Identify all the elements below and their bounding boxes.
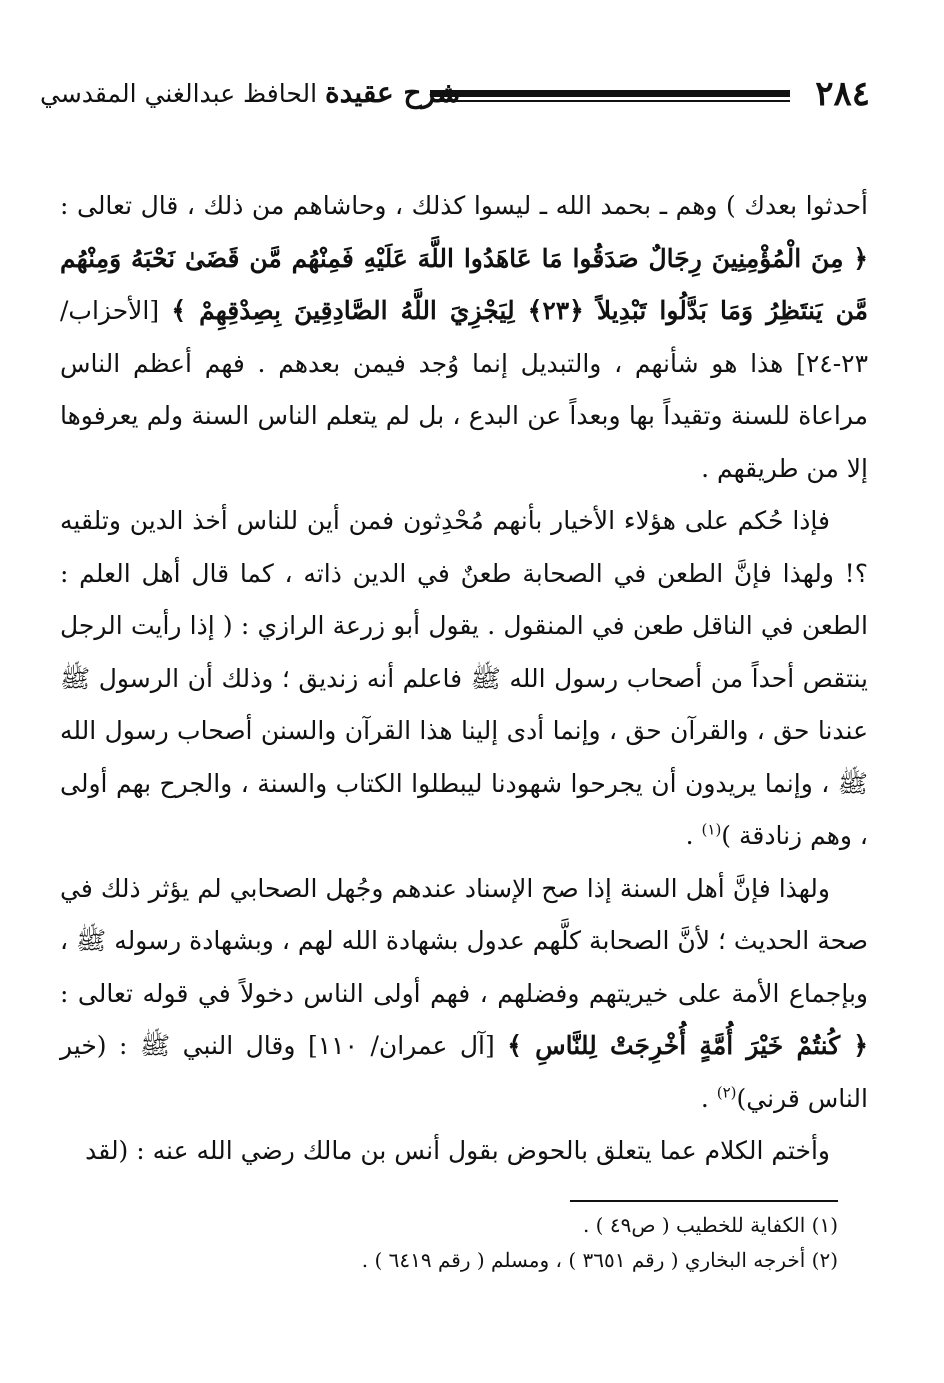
paragraph-4 xyxy=(60,1125,868,1178)
paragraph-1-text-a: أحدثوا بعدك ) وهم ـ بحمد الله ـ ليسوا كذلك ، وحاشاهم من ذلك ، قال تعالى : xyxy=(60,191,868,220)
book-title-bold: شرح عقيدة xyxy=(325,76,461,109)
header-rule-thick xyxy=(430,90,790,97)
paragraph-3-text-a: ولهذا فإنَّ أهل السنة إذا صح الإسناد عندهم وجُهل الصحابي لم يؤثر ذلك في صحة الحديث ؛ لأنَّ الصحابة كلَّهم عدول بشهادة الله لهم ، وبشهادة رسوله ﷺ ، وبإجماع الأمة على خيريتهم وفضلهم ، فهم أولى الناس دخولاً في قوله تعالى : xyxy=(60,873,868,1008)
page-number: ٢٨٤ xyxy=(815,74,870,114)
book-title xyxy=(40,76,460,109)
paragraph-4-text: وأختم الكلام عما يتعلق بالحوض بقول أنس بن مالك رضي الله عنه : (لقد xyxy=(85,1136,830,1165)
paragraph-1-text-b: [الأحزاب/ ٢٣-٢٤] هذا هو شأنهم ، والتبديل إنما وُجد فيمن بعدهم . فهم أعظم الناس مراعاة للسنة وتقيداً بها وبعداً عن البدع ، بل لم يتعلم الناس السنة ولم يعرفوها إلا من طريقهم . xyxy=(60,296,868,483)
paragraph-1 xyxy=(60,180,868,495)
footnote-ref-1: (١) xyxy=(701,820,722,839)
quran-verse-ahzab: ﴿ مِنَ الْمُؤْمِنِينَ رِجَالٌ صَدَقُوا مَا عَاهَدُوا اللَّهَ عَلَيْهِ فَمِنْهُم مَّن قَضَىٰ نَحْبَهُ وَمِنْهُم مَّن يَنتَظِرُ وَمَا بَدَّلُوا تَبْدِيلاً ﴿٢٣﴾ لِيَجْزِيَ اللَّهُ الصَّادِقِينَ بِصِدْقِهِمْ ﴾ xyxy=(60,243,869,325)
paragraph-3-text-b: [آل عمران/ ١١٠] وقال النبي ﷺ : (خير الناس قرني) xyxy=(60,1031,868,1113)
header-rule xyxy=(430,90,790,102)
footnotes xyxy=(60,1208,838,1278)
footnote-separator xyxy=(570,1200,838,1202)
paragraph-2-text-b: . xyxy=(685,821,702,850)
paragraph-3 xyxy=(60,863,868,1126)
paragraph-2 xyxy=(60,495,868,863)
quran-verse-al-imran: ﴿ كُنتُمْ خَيْرَ أُمَّةٍ أُخْرِجَتْ لِلنَّاسِ ﴾ xyxy=(507,1031,868,1060)
footnote-1: (١) الكفاية للخطيب ( ص٤٩ ) . xyxy=(582,1213,838,1237)
paragraph-2-text-a: فإذا حُكم على هؤلاء الأخيار بأنهم مُحْدِثون فمن أين للناس أخذ الدين وتلقيه ؟! ولهذا فإنَّ الطعن في الصحابة طعنٌ في الدين ذاته ، كما قال أهل العلم : الطعن في الناقل طعن في المنقول . يقول أبو زرعة الرازي : ( إذا رأيت الرجل ينتقص أحداً من أصحاب رسول الله ﷺ فاعلم أنه زنديق ؛ وذلك أن الرسول ﷺ عندنا حق ، والقرآن حق ، وإنما أدى إلينا هذا القرآن والسنن أصحاب رسول الله ﷺ ، وإنما يريدون أن يجرحوا شهودنا ليبطلوا الكتاب والسنة ، والجرح بهم أولى ، وهم زنادقة ) xyxy=(60,506,868,850)
header-rule-thin xyxy=(430,100,790,102)
main-text xyxy=(60,180,868,1178)
page-header xyxy=(40,70,870,130)
paragraph-3-text-c: . xyxy=(700,1083,717,1113)
footnote-2: (٢) أخرجه البخاري ( رقم ٣٦٥١ ) ، ومسلم ( رقم ٦٤١٩ ) . xyxy=(361,1248,838,1272)
book-title-rest: الحافظ عبدالغني المقدسي xyxy=(40,79,325,108)
footnote-ref-2: (٢) xyxy=(716,1083,737,1102)
